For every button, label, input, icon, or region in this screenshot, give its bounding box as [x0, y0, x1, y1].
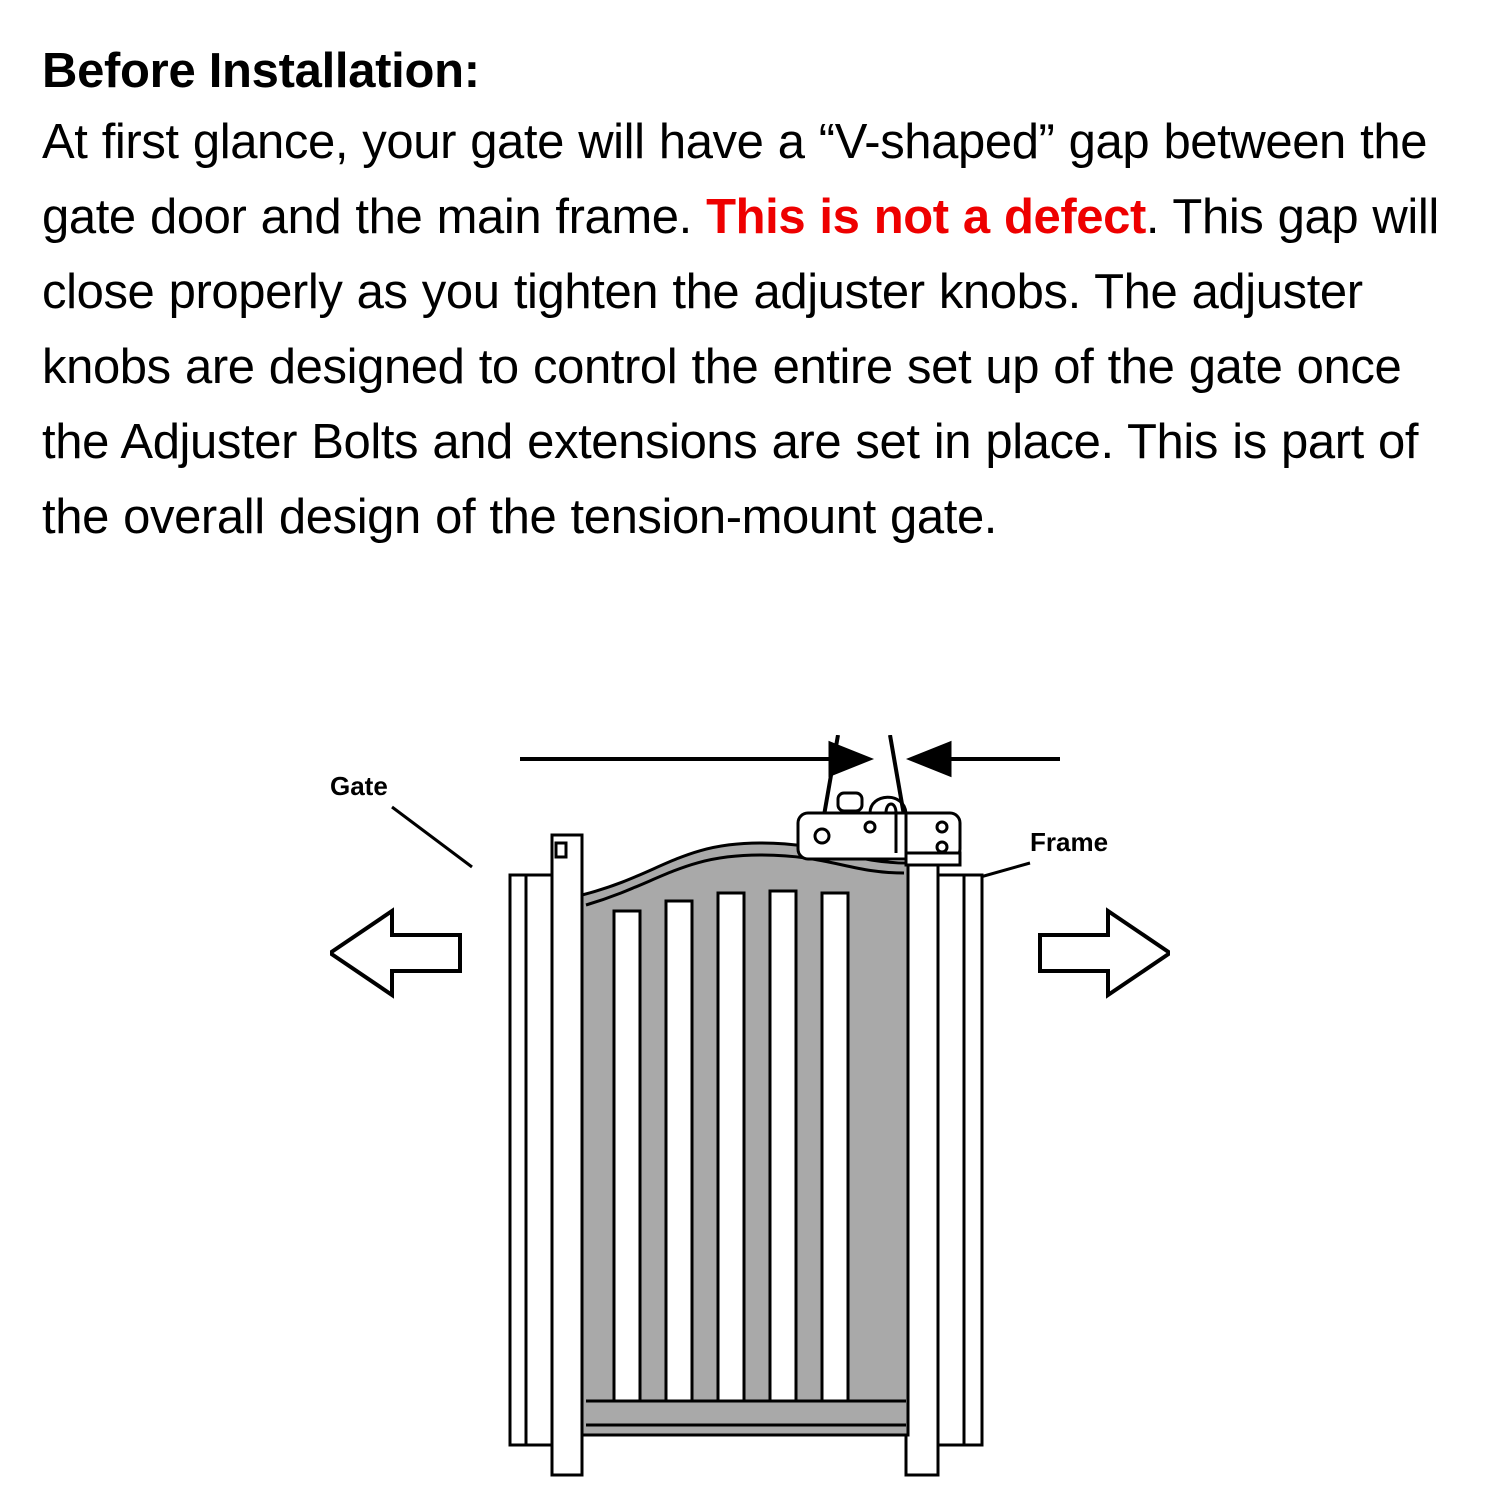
arrow-left-icon [330, 911, 460, 995]
frame-label: Frame [1030, 827, 1109, 857]
arrow-right-icon [1040, 911, 1170, 995]
latch-assembly [798, 793, 960, 865]
paragraph-text-rest: . This gap will close properly as you tighten the adjuster knobs. The adjuster knobs are designed to control the entire set up of the gate once the Adjuster Bolts and extensions are set in place. This is part of the overall design of the tension-mount gate. [42, 190, 1439, 544]
gate-door [582, 843, 908, 1435]
instruction-paragraph [42, 105, 1472, 555]
paragraph-text-lead: At first glance, your gate will have a “V-shaped” gap between the gate door and the main frame. [42, 115, 1428, 244]
instruction-text-block [42, 40, 1472, 555]
left-frame-post [552, 835, 582, 1475]
page-title: Before Installation: [42, 44, 480, 98]
v-gap-arrows-icon [520, 735, 1060, 827]
paragraph-highlight: This is not a defect [706, 190, 1146, 244]
gate-label: Gate [330, 771, 388, 801]
gate-diagram [330, 735, 1170, 1495]
leader-line-icon [392, 807, 472, 867]
right-frame-post [906, 835, 938, 1475]
